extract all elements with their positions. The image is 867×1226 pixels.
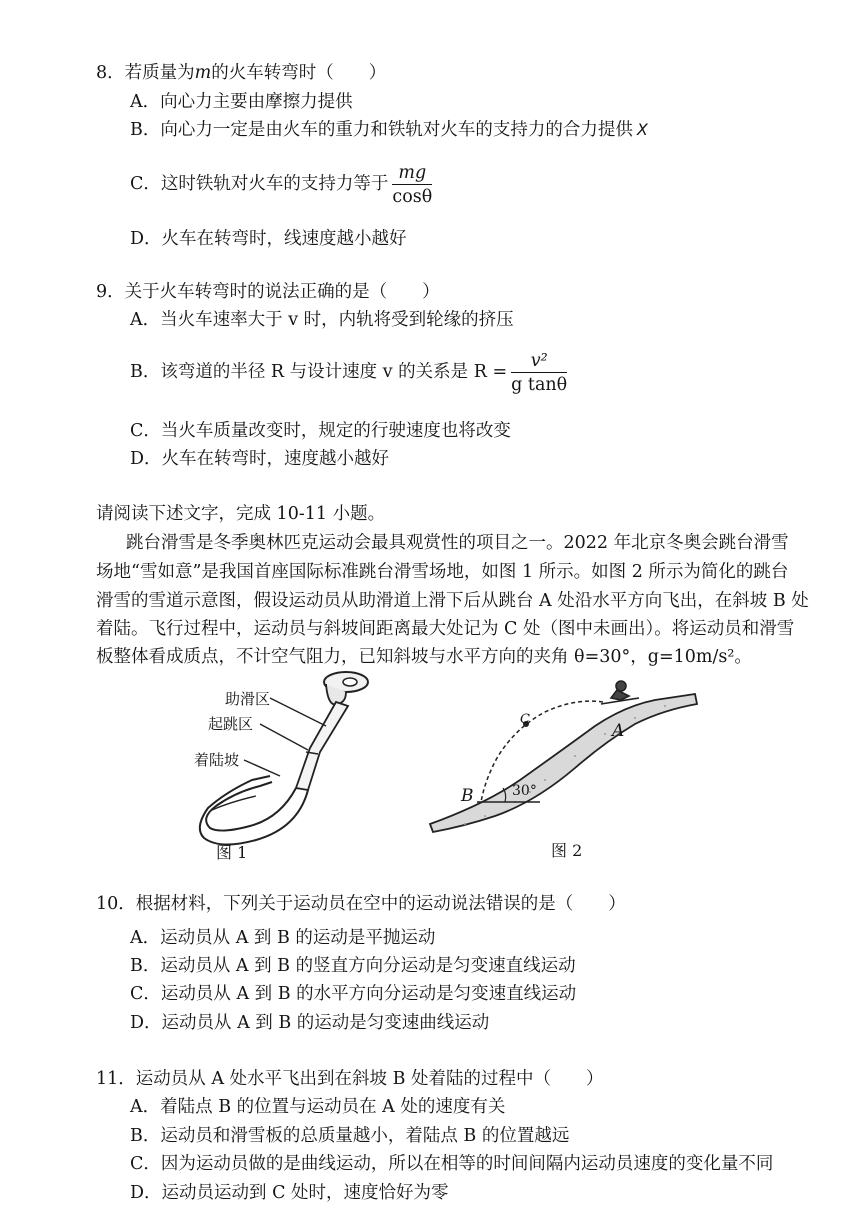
fig1-label-runway: 助滑区 (225, 690, 271, 708)
q9-option-a: A．当火车速率大于 v 时，内轨将受到轮缘的挤压 (130, 310, 514, 330)
q11-option-b: B．运动员和滑雪板的总质量越小，着陆点 B 的位置越远 (130, 1126, 570, 1146)
fig2-angle-label: 30° (512, 783, 537, 799)
q8-option-c: C．这时铁轨对火车的支持力等于 $\frac{mg}{\cos\theta}$ (130, 162, 433, 207)
fig2-label-b: B (461, 786, 474, 806)
q11-stem: 11．运动员从 A 处水平飞出到在斜坡 B 处着陆的过程中（ ） (96, 1069, 604, 1089)
reading-intro: 请阅读下述文字，完成 10-11 小题。 (96, 504, 386, 524)
skier-icon (601, 681, 639, 704)
q10-option-b: B．运动员从 A 到 B 的竖直方向分运动是匀变速直线运动 (130, 956, 576, 976)
fig1-label-takeoff: 起跳区 (208, 715, 254, 733)
q10-option-d: D．运动员从 A 到 B 的运动是匀变速曲线运动 (130, 1013, 490, 1033)
q8-option-b: B．向心力一定是由火车的重力和铁轨对火车的支持力的合力提供 X (130, 120, 648, 140)
q9-option-b: B．该弯道的半径 R 与设计速度 v 的关系是 R = $\frac{\text{v²}}{\text{g tanθ}}$ (130, 350, 568, 395)
q9-option-c: C．当火车质量改变时，规定的行驶速度也将改变 (130, 421, 511, 441)
takeoff-leader-line (260, 724, 308, 750)
fig2-label-a: A (612, 721, 625, 741)
reading-line-3: 滑雪的雪道示意图，假设运动员从助滑道上滑下后从跳台 A 处沿水平方向飞出，在斜坡 B 处 (96, 591, 809, 611)
q10-stem: 10．根据材料，下列关于运动员在空中的运动说法错误的是（ ） (96, 894, 626, 914)
fig1-label-landing: 着陆坡 (194, 751, 240, 769)
q9-option-d: D．火车在转弯时，速度越小越好 (130, 449, 390, 469)
landing-leader-line (244, 760, 280, 776)
fig2-caption: 图 2 (551, 841, 583, 860)
fig2-label-c: C (520, 712, 530, 727)
q11-option-a: A．着陆点 B 的位置与运动员在 A 处的速度有关 (130, 1097, 506, 1117)
runway-leader-line (270, 698, 326, 726)
q9-stem: 9．关于火车转弯时的说法正确的是（ ） (96, 282, 440, 302)
q8-option-d: D．火车在转弯时，线速度越小越好 (130, 229, 407, 249)
figure-2-slope-diagram (425, 676, 715, 836)
q8-c-fraction: $\frac{mg}{\cos\theta}$ (392, 162, 433, 207)
q11-option-d: D．运动员运动到 C 处时，速度恰好为零 (130, 1183, 449, 1203)
q10-option-a: A．运动员从 A 到 B 的运动是平抛运动 (130, 928, 436, 948)
reading-line-2: 场地“雪如意”是我国首座国际标准跳台滑雪场地，如图 1 所示。如图 2 所示为简化的跳台 (96, 562, 789, 582)
fig1-caption: 图 1 (216, 843, 248, 862)
q11-option-c: C．因为运动员做的是曲线运动，所以在相等的时间间隔内运动员速度的变化量不同 (130, 1154, 774, 1174)
slope (430, 694, 697, 832)
reading-line-5: 板整体看成质点，不计空气阻力，已知斜坡与水平方向的夹角 θ=30°，g=10m/s²。 (96, 647, 752, 667)
q10-option-c: C．运动员从 A 到 B 的水平方向分运动是匀变速直线运动 (130, 984, 577, 1004)
handwritten-x-mark: X (636, 120, 648, 139)
reading-line-4: 着陆。飞行过程中，运动员与斜坡间距离最大处记为 C 处（图中未画出）。将运动员和滑雪 (96, 619, 795, 639)
q9-b-fraction: $\frac{\text{v²}}{\text{g tanθ}}$ (511, 350, 568, 395)
reading-line-1: 跳台滑雪是冬季奥林匹克运动会最具观赏性的项目之一。2022 年北京冬奥会跳台滑雪 (126, 533, 789, 553)
q8-option-a: A．向心力主要由摩擦力提供 (130, 92, 353, 112)
q8-stem: 8．若质量为m的火车转弯时（ ） (96, 63, 387, 83)
